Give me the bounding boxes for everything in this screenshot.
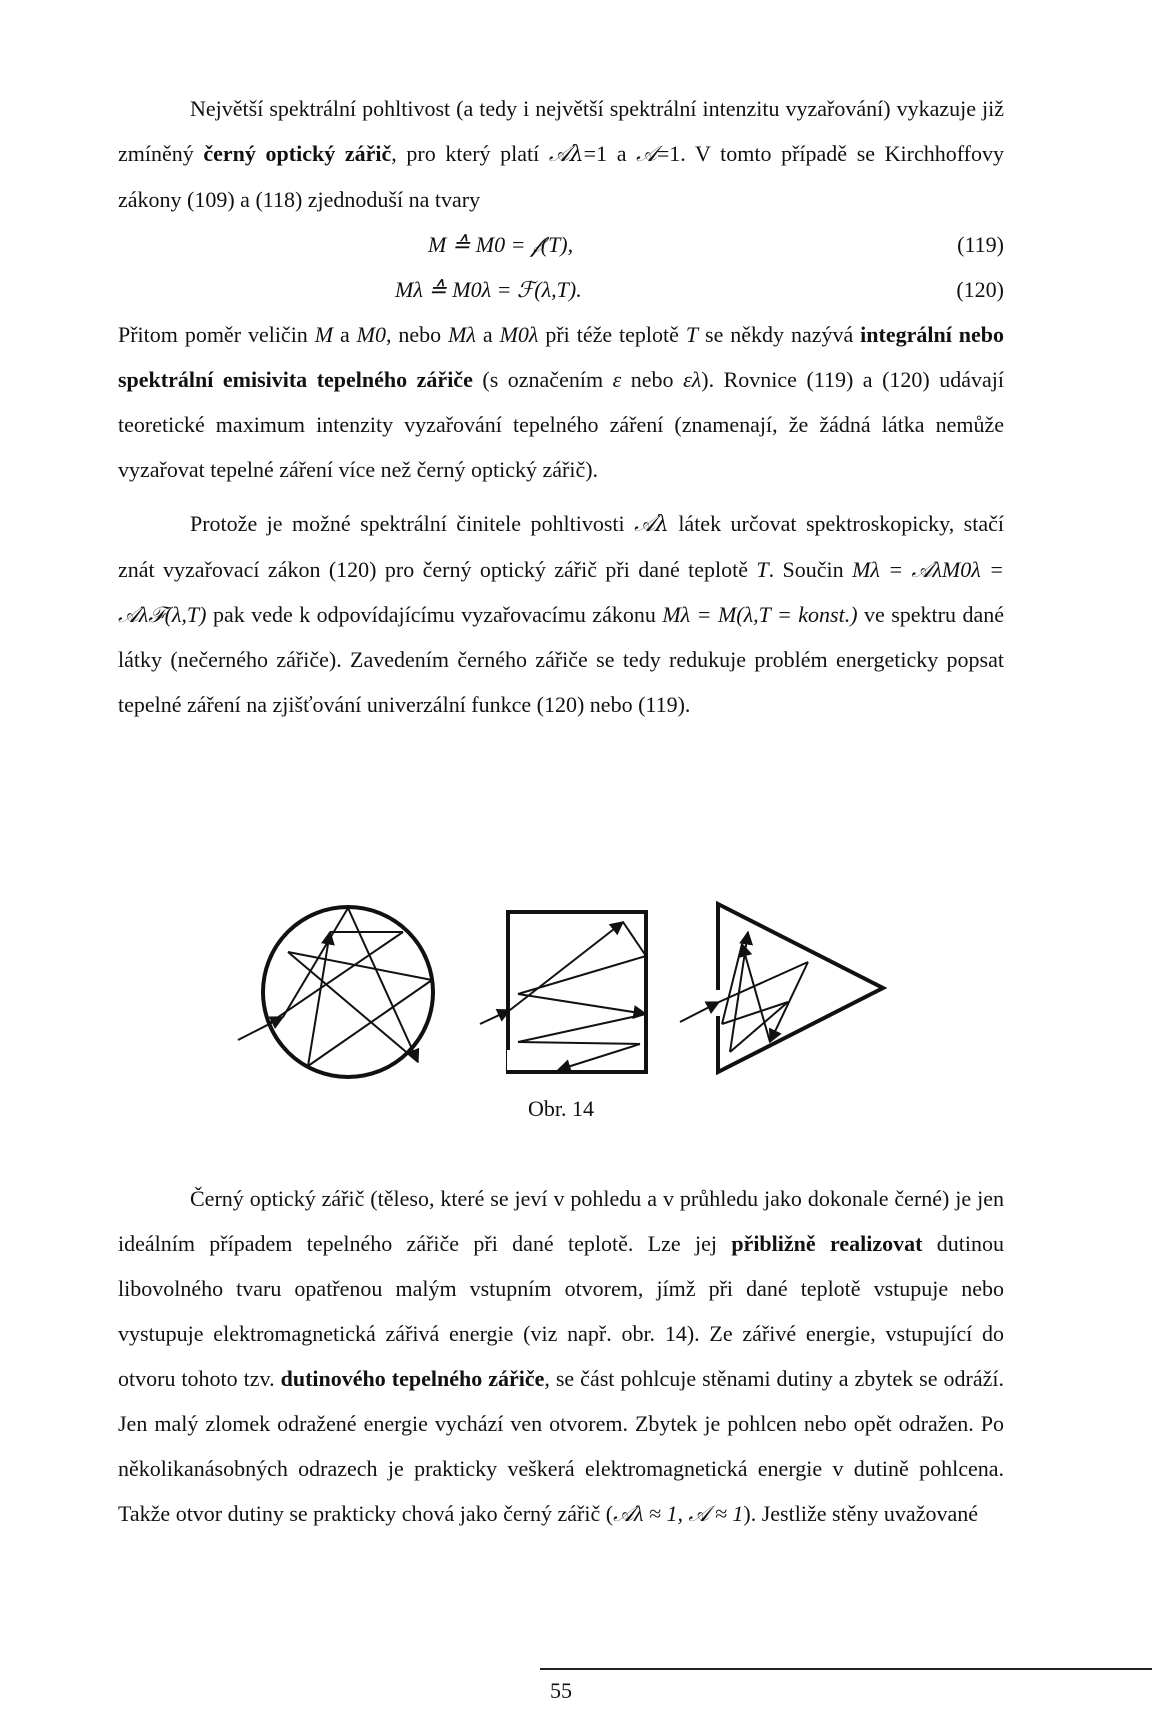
paragraph-3: Protože je možné spektrální činitele pohltivosti 𝒜λ látek určovat spektroskopicky, stačí znát vyzařovací zákon (120) pro černý optický zářič při dané teplotě T. Součin Mλ = 𝒜λM0λ = 𝒜λℱ(λ,T) pak vede k odpovídajícímu vyzařovacímu zákonu Mλ = M(λ,T = konst.) ve spektru dané látky (nečerného zářiče). Zavedením černého zářiče se tedy redukuje problém energeticky popsat tepelné záření na zjišťování univerzální funkce (120) nebo (119).	[118, 511, 1005, 717]
page-number: 55	[550, 1678, 572, 1703]
equation-body: Mλ ≙ M0λ = ℱ(λ,T).	[395, 277, 582, 302]
term-cavity-radiator: dutinového tepelného zářiče	[280, 1366, 545, 1391]
text-after-figure	[118, 1176, 1004, 1536]
formula-product: Mλ = 𝒜λM0λ = 𝒜λℱ(λ,T)	[118, 557, 1004, 627]
equation-119	[118, 222, 1004, 267]
formula-approx: 𝒜λ ≈ 1, 𝒜 ≈ 1	[613, 1501, 744, 1526]
symbol-a: 𝒜	[636, 142, 657, 167]
equation-number: (120)	[956, 277, 1004, 302]
paragraph-1: Největší spektrální pohltivost (a tedy i největší spektrální intenzitu vyzařování) vykazuje již zmíněný černý optický zářič, pro který platí 𝒜λ=1 a 𝒜=1. V tomto případě se Kirchhoffovy zákony (109) a (118) zjednoduší na tvary	[118, 96, 1004, 212]
square-cavity	[480, 912, 646, 1072]
equation-body: M ≙ M0 = 𝒻(T),	[428, 232, 574, 257]
circle-cavity	[238, 907, 433, 1077]
formula-law: Mλ = M(λ,T = konst.)	[662, 602, 858, 627]
equation-number: (119)	[957, 232, 1004, 257]
equation-120	[118, 267, 1004, 312]
paragraph-2: Přitom poměr veličin M a M0, nebo Mλ a M0λ při téže teplotě T se někdy nazývá integrální nebo spektrální emisivita tepelného zářiče (s označením ε nebo ελ). Rovnice (119) a (120) udávají teoretické maximum intenzity vyzařování tepelného záření (znamenají, že žádná látka nemůže vyzařovat tepelné záření více než černý optický zářič).	[118, 322, 1005, 482]
term-emissivity: integrální nebo spektrální emisivita tepelného zářiče	[118, 322, 1004, 392]
figure-caption: Obr. 14	[528, 1096, 594, 1121]
paragraph-4: Černý optický zářič (těleso, které se jeví v pohledu a v průhledu jako dokonale černé) je jen ideálním případem tepelného zářiče při dané teplotě. Lze jej přibližně realizovat dutinou libovolného tvaru opatřenou malým vstupním otvorem, jímž při dané teplotě vstupuje nebo vystupuje elektromagnetická zářivá energie (viz např. obr. 14). Ze zářivé energie, vstupující do otvoru tohoto tzv. dutinového tepelného zářiče, se část pohlcuje stěnami dutiny a zbytek se odráží. Jen malý zlomek odražené energie vychází ven otvorem. Zbytek je pohlcen nebo opět odražen. Po několikanásobných odrazech je prakticky veškerá elektromagnetická energie v dutině pohlcena. Takže otvor dutiny se prakticky chová jako černý zářič (𝒜λ ≈ 1, 𝒜 ≈ 1). Jestliže stěny uvažované	[118, 1186, 1004, 1526]
triangle-cavity	[680, 904, 883, 1072]
page-edge-line	[540, 1668, 1152, 1670]
term-black-body: černý optický zářič	[203, 141, 392, 166]
page-content	[118, 86, 1005, 1703]
figure-cavities	[118, 892, 1004, 1082]
cavity-diagram	[118, 892, 1004, 1082]
term-approximately-realize: přibližně realizovat	[731, 1231, 923, 1256]
symbol-a-lambda: 𝒜λ	[548, 142, 584, 167]
